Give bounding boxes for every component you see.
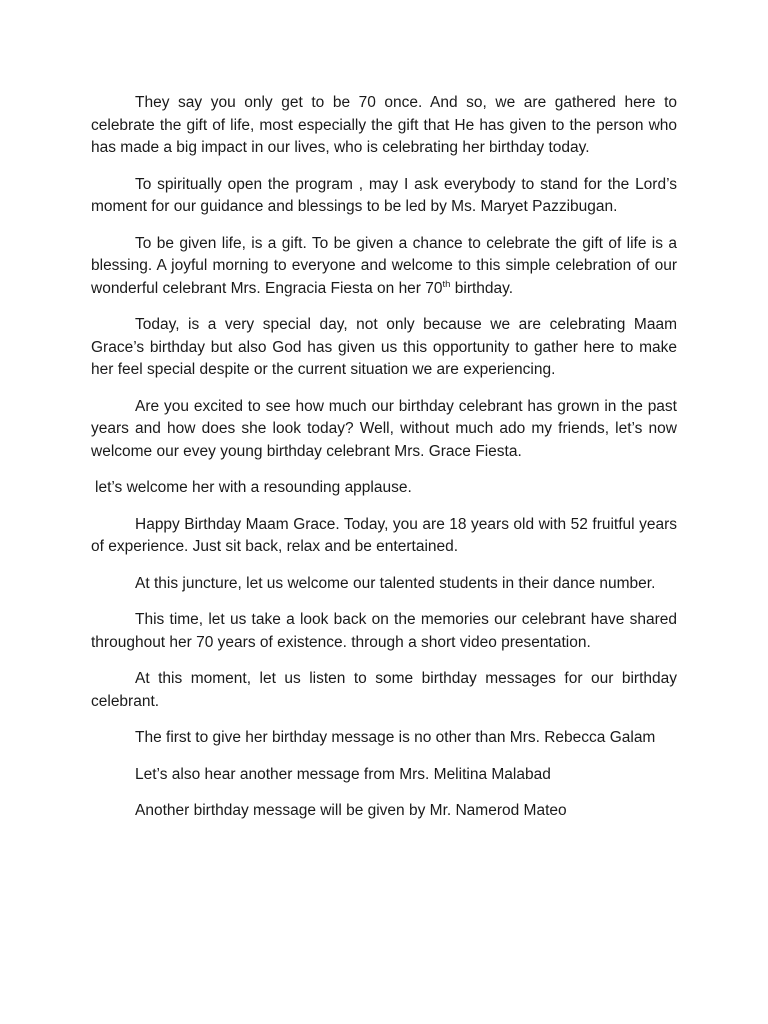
paragraph-third-message: Another birthday message will be given by Mr. Namerod Mateo [135,802,567,819]
paragraph-happy-birthday: Happy Birthday Maam Grace. Today, you are 18 years old with 52 fruitful years of experience. Just sit back, relax and be entertained. [91,515,677,555]
paragraph-welcome [91,233,677,301]
paragraph-birthday-messages: At this moment, let us listen to some birthday messages for our birthday celebrant. [91,670,677,710]
paragraph-applause: let’s welcome her with a resounding applause. [95,479,412,496]
ordinal-suffix: th [442,278,451,290]
paragraph-excited: Are you excited to see how much our birthday celebrant has grown in the past years and how does she look today? Well, without much ado my friends, let’s now welcome our evey young birthday celebrant Mrs. Grace Fiesta. [91,397,677,460]
paragraph-first-message: The first to give her birthday message is no other than Mrs. Rebecca Galam [135,729,656,746]
paragraph-welcome-end: birthday. [450,279,514,297]
paragraph-opening: They say you only get to be 70 once. And so, we are gathered here to celebrate the gift of life, most especially the gift that He has given to the person who has made a big impact in our lives, who is celebrating her birthday today. [91,94,677,156]
paragraph-prayer: To spiritually open the program , may I ask everybody to stand for the Lord’s moment for our guidance and blessings to be led by Ms. Maryet Pazzibugan. [91,175,677,215]
paragraph-welcome-text: To be given life, is a gift. To be given a chance to celebrate the gift of life is a blessing. A joyful morning to everyone and welcome to this simple celebration of our wonderful celebrant Mrs. Engracia Fiesta on her 70 [91,234,677,297]
paragraph-special-day: Today, is a very special day, not only because we are celebrating Maam Grace’s birthday but also God has given us this opportunity to gather here to make her feel special despite or the current situation we are experiencing. [91,316,677,378]
paragraph-dance-number: At this juncture, let us welcome our talented students in their dance number. [135,574,656,592]
paragraph-second-message: Let’s also hear another message from Mrs. Melitina Malabad [135,765,551,783]
paragraph-video-presentation: This time, let us take a look back on the memories our celebrant have shared throughout her 70 years of existence. through a short video presentation. [91,611,677,651]
